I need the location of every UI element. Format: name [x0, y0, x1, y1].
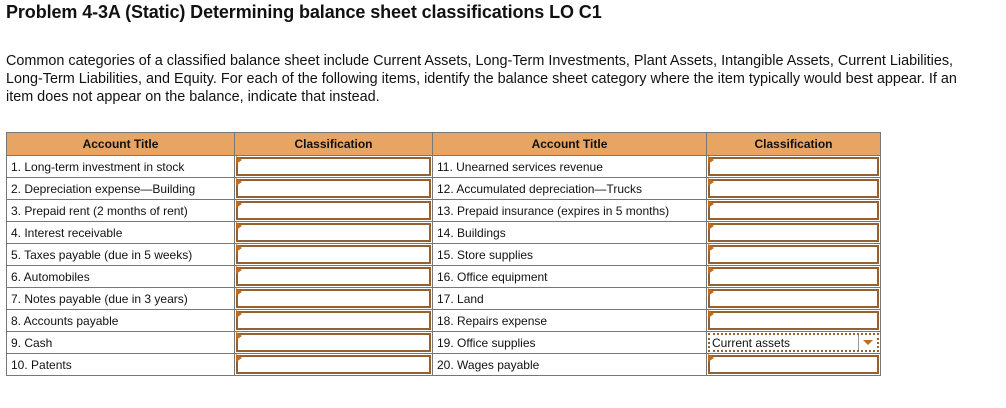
table-row [7, 200, 881, 222]
header-account-title: Account Title [433, 133, 707, 156]
classification-cell [235, 266, 433, 288]
classification-input[interactable] [236, 311, 431, 330]
classification-cell [235, 332, 433, 354]
account-title: 10. Patents [7, 354, 235, 376]
header-classification: Classification [707, 133, 881, 156]
dropdown-marker-icon [236, 156, 242, 164]
classification-cell [707, 266, 881, 288]
classification-input[interactable] [236, 223, 431, 242]
account-title: 16. Office equipment [433, 266, 707, 288]
classification-input[interactable] [236, 157, 431, 176]
account-title: 7. Notes payable (due in 3 years) [7, 288, 235, 310]
dropdown-marker-icon [236, 222, 242, 230]
classification-input[interactable] [236, 245, 431, 264]
classification-cell [235, 354, 433, 376]
account-title: 8. Accounts payable [7, 310, 235, 332]
dropdown-marker-icon [236, 354, 242, 362]
table-row [7, 310, 881, 332]
table-row [7, 244, 881, 266]
table-row [7, 156, 881, 178]
classification-input[interactable] [708, 311, 879, 330]
dropdown-marker-icon [236, 310, 242, 318]
classification-select[interactable] [708, 333, 879, 352]
dropdown-marker-icon [236, 332, 242, 340]
account-title: 15. Store supplies [433, 244, 707, 266]
classification-cell [707, 222, 881, 244]
instructions: Common categories of a classified balance sheet include Current Assets, Long-Term Investments, Plant Assets, Intangible Assets, Current Liabilities, Long-Term Liabilities, and Equity. For each of the following items, identify the balance sheet category where the item typically would best appear. If an item does not appear on the balance, indicate that instead. [6, 53, 957, 105]
classification-input[interactable] [708, 245, 879, 264]
classification-cell [707, 200, 881, 222]
classification-input[interactable] [708, 267, 879, 286]
account-title: 2. Depreciation expense—Building [7, 178, 235, 200]
classification-cell [707, 310, 881, 332]
dropdown-marker-icon [708, 178, 714, 186]
table-row [7, 332, 881, 354]
dropdown-marker-icon [708, 200, 714, 208]
account-title: 14. Buildings [433, 222, 707, 244]
classification-cell [235, 310, 433, 332]
account-title: 11. Unearned services revenue [433, 156, 707, 178]
account-title: 18. Repairs expense [433, 310, 707, 332]
classification-cell [235, 288, 433, 310]
account-title: 19. Office supplies [433, 332, 707, 354]
dropdown-marker-icon [236, 288, 242, 296]
classification-input[interactable] [708, 355, 879, 374]
table-row [7, 354, 881, 376]
dropdown-marker-icon [236, 178, 242, 186]
header-classification: Classification [235, 133, 433, 156]
classification-input[interactable] [708, 201, 879, 220]
classification-input[interactable] [236, 289, 431, 308]
classification-cell [707, 354, 881, 376]
dropdown-marker-icon [708, 156, 714, 164]
classification-cell [707, 288, 881, 310]
classification-input[interactable] [236, 201, 431, 220]
dropdown-marker-icon [708, 310, 714, 318]
classification-input[interactable] [708, 157, 879, 176]
classification-cell [235, 244, 433, 266]
classification-cell [235, 178, 433, 200]
account-title: 13. Prepaid insurance (expires in 5 months) [433, 200, 707, 222]
account-title: 12. Accumulated depreciation—Trucks [433, 178, 707, 200]
dropdown-marker-icon [708, 222, 714, 230]
dropdown-arrow-icon[interactable] [858, 335, 877, 350]
classification-input[interactable] [708, 223, 879, 242]
classification-input[interactable] [236, 179, 431, 198]
account-title: 4. Interest receivable [7, 222, 235, 244]
account-title: 9. Cash [7, 332, 235, 354]
account-title: 1. Long-term investment in stock [7, 156, 235, 178]
table-row [7, 222, 881, 244]
classification-cell [235, 222, 433, 244]
classification-cell [235, 200, 433, 222]
account-title: 20. Wages payable [433, 354, 707, 376]
header-account-title: Account Title [7, 133, 235, 156]
page-title: Problem 4-3A (Static) Determining balance sheet classifications LO C1 [6, 2, 602, 22]
selected-value: Current assets [712, 335, 791, 350]
dropdown-marker-icon [236, 200, 242, 208]
dropdown-marker-icon [708, 354, 714, 362]
classification-cell [707, 332, 881, 354]
dropdown-marker-icon [708, 288, 714, 296]
table-row [7, 288, 881, 310]
dropdown-marker-icon [708, 266, 714, 274]
classification-cell [707, 178, 881, 200]
classification-table [6, 132, 881, 376]
table-row [7, 178, 881, 200]
classification-input[interactable] [708, 179, 879, 198]
account-title: 3. Prepaid rent (2 months of rent) [7, 200, 235, 222]
classification-input[interactable] [236, 267, 431, 286]
table-row [7, 266, 881, 288]
account-title: 17. Land [433, 288, 707, 310]
classification-cell [707, 244, 881, 266]
classification-input[interactable] [236, 355, 431, 374]
account-title: 5. Taxes payable (due in 5 weeks) [7, 244, 235, 266]
classification-input[interactable] [708, 289, 879, 308]
classification-input[interactable] [236, 333, 431, 352]
dropdown-marker-icon [236, 244, 242, 252]
dropdown-marker-icon [708, 244, 714, 252]
classification-cell [235, 156, 433, 178]
classification-cell [707, 156, 881, 178]
dropdown-marker-icon [236, 266, 242, 274]
account-title: 6. Automobiles [7, 266, 235, 288]
